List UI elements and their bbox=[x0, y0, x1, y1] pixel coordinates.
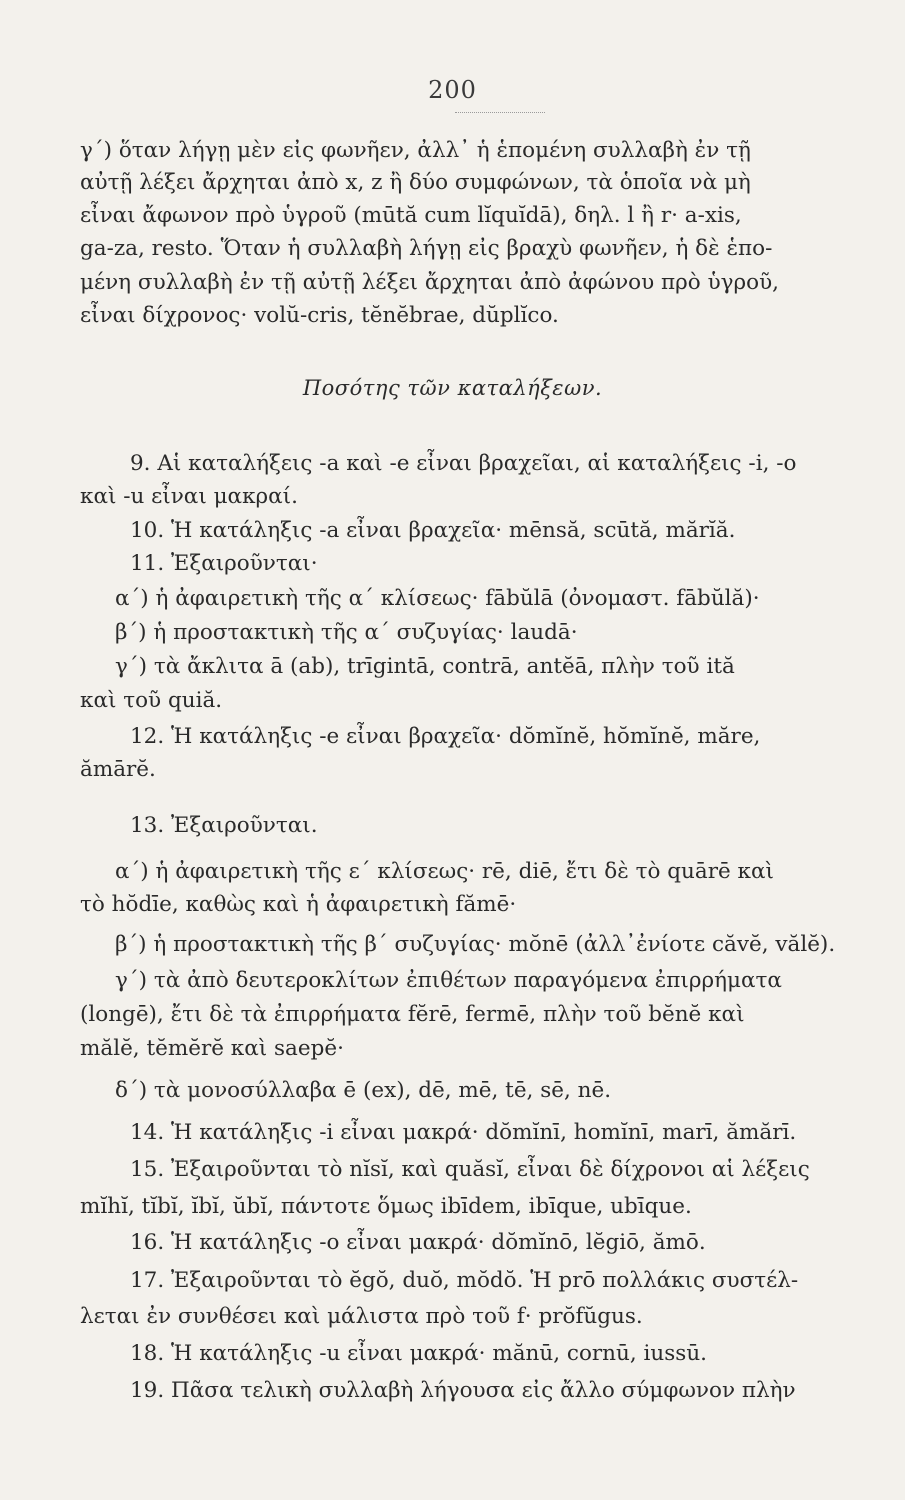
text-line: ămārĕ. bbox=[80, 757, 156, 782]
text-line: γ΄) τὰ ἀπὸ δευτεροκλίτων ἐπιθέτων παραγόμενα ἐπιρρήματα bbox=[115, 968, 782, 993]
paragraph-18-line: 18. Ἡ κατάληξις -u εἶναι μακρά· mănū, cornū, iussū. bbox=[130, 1341, 708, 1366]
text-line: β΄) ἡ προστακτικὴ τῆς β΄ συζυγίας· mŏnē (ἀλλ᾽ἐνίοτε căvĕ, vălĕ). bbox=[115, 932, 836, 957]
text-line: καὶ -u εἶναι μακραί. bbox=[80, 484, 298, 509]
text-line: εἶναι ἄφωνον πρὸ ὑγροῦ (mūtă cum lĭquĭdā), δηλ. l ἢ r· a-xis, bbox=[80, 203, 742, 228]
paragraph-15-line: 15. Ἐξαιροῦνται τὸ nĭsĭ, καὶ quăsĭ, εἶναι δὲ δίχρονοι αἱ λέξεις bbox=[130, 1157, 810, 1182]
text-line: καὶ τοῦ quiă. bbox=[80, 688, 223, 713]
paragraph-19-line: 19. Πᾶσα τελικὴ συλλαβὴ λήγουσα εἰς ἄλλο σύμφωνον πλὴν bbox=[130, 1378, 796, 1403]
text-line: ga-za, resto. Ὅταν ἡ συλλαβὴ λήγῃ εἰς βραχὺ φωνῆεν, ἡ δὲ ἑπο- bbox=[80, 236, 773, 261]
paragraph-13-line: 13. Ἐξαιροῦνται. bbox=[130, 813, 318, 838]
text-line: (longē), ἔτι δὲ τὰ ἐπιρρήματα fĕrē, fermē, πλὴν τοῦ bĕnĕ καὶ bbox=[80, 1002, 745, 1027]
text-line: μένη συλλαβὴ ἐν τῇ αὐτῇ λέξει ἄρχηται ἀπὸ ἀφώνου πρὸ ὑγροῦ, bbox=[80, 270, 779, 295]
page-number: 200 bbox=[428, 76, 477, 104]
text-line: αὐτῇ λέξει ἄρχηται ἀπὸ x, z ἢ δύο συμφώνων, τὰ ὁποῖα νὰ μὴ bbox=[80, 170, 751, 195]
paragraph-12-line: 12. Ἡ κατάληξις -e εἶναι βραχεῖα· dŏmĭnĕ, hŏmĭnĕ, măre, bbox=[130, 724, 761, 749]
paragraph-9-line: 9. Αἱ καταλήξεις -a καὶ -e εἶναι βραχεῖαι, αἱ καταλήξεις -i, -o bbox=[130, 451, 797, 476]
page-number-rule bbox=[455, 112, 545, 113]
text-line: α΄) ἡ ἀφαιρετικὴ τῆς α΄ κλίσεως· fābŭlā (ὀνομαστ. fābŭlă)· bbox=[115, 586, 760, 611]
text-line: α΄) ἡ ἀφαιρετικὴ τῆς ε΄ κλίσεως· rē, diē, ἔτι δὲ τὸ quārē καὶ bbox=[115, 859, 774, 884]
text-line: β΄) ἡ προστακτικὴ τῆς α΄ συζυγίας· laudā· bbox=[115, 620, 578, 645]
paragraph-17-line: 17. Ἐξαιροῦνται τὸ ĕgŏ, duŏ, mŏdŏ. Ἡ prō πολλάκις συστέλ- bbox=[130, 1268, 799, 1293]
paragraph-14-line: 14. Ἡ κατάληξις -i εἶναι μακρά· dŏmĭnī, homĭnī, marī, ămărī. bbox=[130, 1120, 797, 1145]
paragraph-10-line: 10. Ἡ κατάληξις -a εἶναι βραχεῖα· mēnsă, scūtă, mărĭă. bbox=[130, 518, 736, 543]
text-line: λεται ἐν συνθέσει καὶ μάλιστα πρὸ τοῦ f· prŏfŭgus. bbox=[80, 1304, 643, 1329]
section-heading: Ποσότης τῶν καταλήξεων. bbox=[302, 376, 603, 400]
paragraph-11-line: 11. Ἐξαιροῦνται· bbox=[130, 551, 318, 576]
text-line: mălĕ, tĕmĕrĕ καὶ saepĕ· bbox=[80, 1036, 344, 1061]
text-line: εἶναι δίχρονος· volŭ-cris, tĕnĕbrae, dŭplĭco. bbox=[80, 303, 559, 328]
text-line: γ΄) τὰ ἄκλιτα ā (ab), trīgintā, contrā, antĕā, πλὴν τοῦ ită bbox=[115, 654, 735, 679]
paragraph-16-line: 16. Ἡ κατάληξις -o εἶναι μακρά· dŏmĭnō, lĕgiō, ămō. bbox=[130, 1230, 706, 1255]
text-line: δ΄) τὰ μονοσύλλαβα ē (ex), dē, mē, tē, sē, nē. bbox=[115, 1078, 612, 1103]
text-line: mĭhĭ, tĭbĭ, ĭbĭ, ŭbĭ, πάντοτε ὅμως ibīdem, ibīque, ubīque. bbox=[80, 1194, 692, 1219]
text-line: τὸ hŏdīe, καθὼς καὶ ἡ ἀφαιρετικὴ fămē· bbox=[80, 892, 517, 917]
text-line: γ΄) ὅταν λήγῃ μὲν εἰς φωνῆεν, ἀλλ᾽ ἡ ἑπομένη συλλαβὴ ἐν τῇ bbox=[80, 138, 751, 163]
